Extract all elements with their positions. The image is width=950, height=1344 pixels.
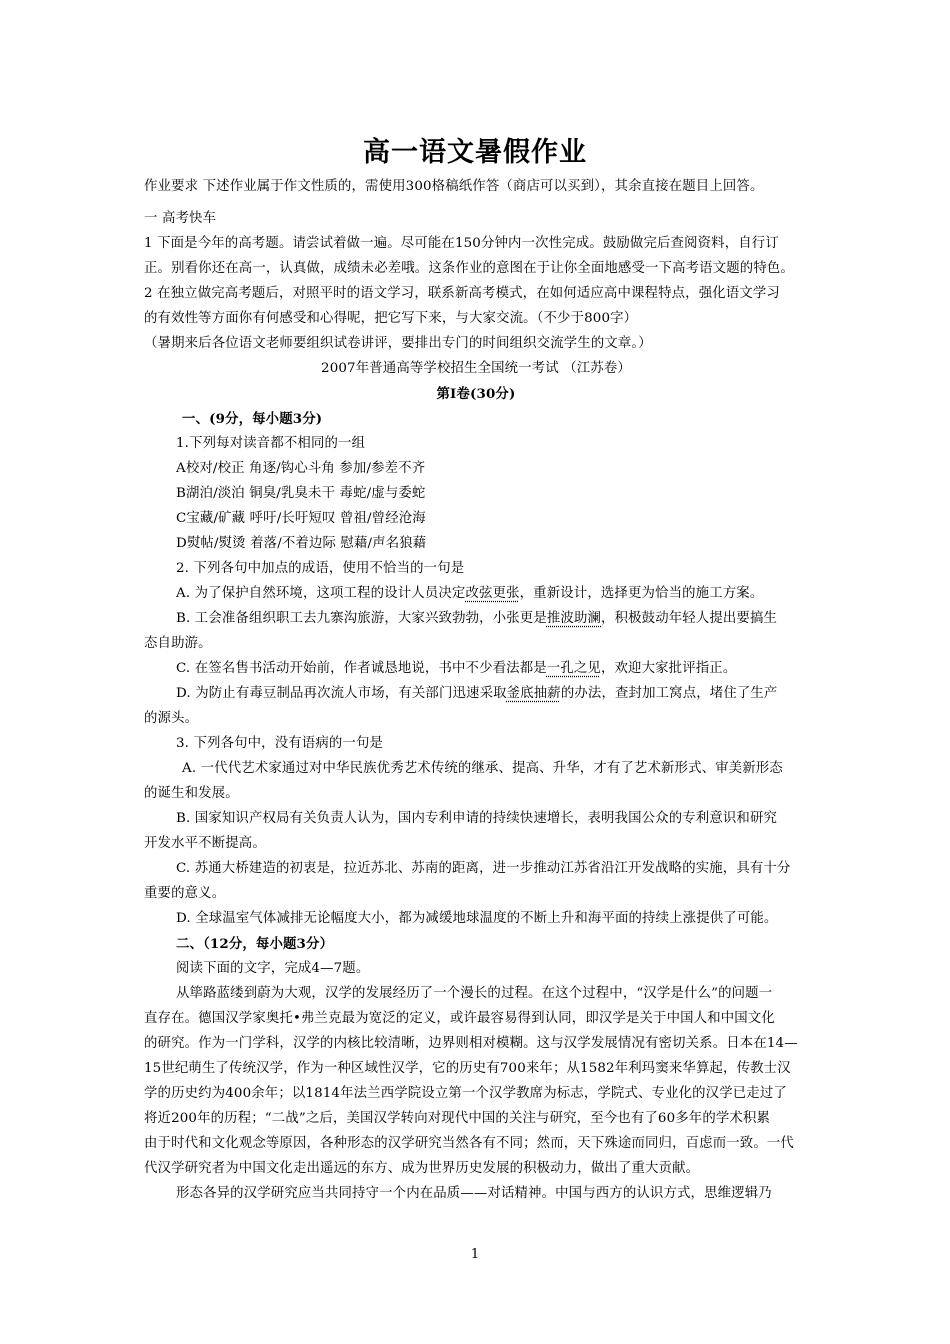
q2-option-b-cont: 态自助游。 <box>144 636 212 651</box>
q3-option-c: C. 苏通大桥建造的初衷是，拉近苏北、苏南的距离，进一步推动江苏省沿江开发战略的实施，具有十分 <box>176 861 791 876</box>
q2-option-b: B. 工会准备组织职工去九寨沟旅游，大家兴致勃勃，小张更是推波助澜，积极鼓动年轻人提出要搞生 <box>176 611 778 626</box>
passage-line: 由于时代和文化观念等原因，各种形态的汉学研究当然各有不同；然而，天下殊途而同归，百虑而一致。一代 <box>144 1136 794 1151</box>
task1-line1: 1 下面是今年的高考题。请尝试着做一遍。尽可能在150分钟内一次性完成。鼓励做完后查阅资料，自行订 <box>144 236 779 251</box>
q1-option-b: B湖泊/淡泊 铜臭/乳臭未干 毒蛇/虚与委蛇 <box>176 486 426 501</box>
task2-line1: 2 在独立做完高考题后，对照平时的语文学习，联系新高考模式，在如何适应高中课程特点，强化语文学习 <box>144 286 780 301</box>
question-2: 2. 下列各句中加点的成语，使用不恰当的一句是 <box>176 561 465 576</box>
q1-option-d: D熨帖/熨烫 着落/不着边际 慰藉/声名狼藉 <box>176 536 427 551</box>
q3-option-c-cont: 重要的意义。 <box>144 886 226 901</box>
q3-option-b: B. 国家知识产权局有关负责人认为，国内专利申请的持续快速增长，表明我国公众的专利意识和研究 <box>176 811 778 826</box>
q1-option-a: A校对/校正 角逐/钩心斗角 参加/参差不齐 <box>176 461 426 476</box>
passage-line: 直存在。德国汉学家奥托•弗兰克最为宽泛的定义，或许最容易得到认同，即汉学是关于中国人和中国文化 <box>144 1011 775 1026</box>
dotted-idiom: 改弦更张 <box>465 586 520 601</box>
passage-line: 15世纪萌生了传统汉学，作为一种区域性汉学，它的历史有700来年；从1582年利玛窦来华算起，传教士汉 <box>144 1061 791 1076</box>
page-number: 1 <box>470 1247 480 1262</box>
section-heading-one: 一 高考快车 <box>144 211 217 226</box>
section1-heading: 一、(9分，每小题3分) <box>182 411 323 427</box>
task1-line2: 正。别看你还在高一，认真做，成绩未必差哦。这条作业的意图在于让你全面地感受一下高考语文题的特色。 <box>144 261 794 276</box>
q3-option-a-cont: 的诞生和发展。 <box>144 786 239 801</box>
passage-line: 代汉学研究者为中国文化走出遥远的东方、成为世界历史发展的积极动力，做出了重大贡献。 <box>144 1161 700 1176</box>
question-3: 3. 下列各句中，没有语病的一句是 <box>176 736 384 751</box>
q3-option-d: D. 全球温室气体减排无论幅度大小，都为减缓地球温度的不断上升和海平面的持续上涨提供了可能。 <box>176 911 778 926</box>
q3-option-b-cont: 开发水平不断提高。 <box>144 836 266 851</box>
q2-option-d-cont: 的源头。 <box>144 711 199 726</box>
dotted-idiom: 一孔之见 <box>546 661 601 676</box>
passage-line: 学的历史约为400余年；以1814年法兰西学院设立第一个汉学教席为标志，学院式、专业化的汉学已走过了 <box>144 1086 787 1101</box>
exam-title: 2007年普通高等学校招生全国统一考试 （江苏卷） <box>321 361 631 376</box>
q3-option-a: A. 一代代艺术家通过对中华民族优秀艺术传统的继承、提高、升华，才有了艺术新形式、审美新形态 <box>182 761 783 776</box>
homework-requirement: 作业要求 下述作业属于作文性质的，需使用300格稿纸作答（商店可以买到），其余直接在题目上回答。 <box>144 179 764 194</box>
dotted-idiom: 釜底抽薪 <box>506 686 561 701</box>
passage-line: 从筚路蓝缕到蔚为大观，汉学的发展经历了一个漫长的过程。在这个过程中，“汉学是什么”的问题一 <box>176 986 773 1001</box>
section2-heading: 二、（12分，每小题3分） <box>176 936 334 952</box>
task2-line2: 的有效性等方面你有何感受和心得呢，把它写下来，与大家交流。（不少于800字） <box>144 311 638 326</box>
passage-line: 将近200年的历程；“二战”之后，美国汉学转向对现代中国的关注与研究，至今也有了60多年的学术积累 <box>144 1111 771 1126</box>
q2-option-a: A. 为了保护自然环境，这项工程的设计人员决定改弦更张，重新设计，选择更为恰当的施工方案。 <box>176 586 764 601</box>
passage-line: 形态各异的汉学研究应当共同持守一个内在品质——对话精神。中国与西方的认识方式，思维逻辑乃 <box>176 1186 772 1201</box>
page-title: 高一语文暑假作业 <box>363 137 587 168</box>
q1-option-c: C宝藏/矿藏 呼吁/长吁短叹 曾祖/曾经沧海 <box>176 511 426 526</box>
teacher-note: （暑期来后各位语文老师要组织试卷讲评，要排出专门的时间组织交流学生的文章。） <box>144 336 652 351</box>
question-1: 1.下列每对读音都不相同的一组 <box>176 436 366 451</box>
reading-intro: 阅读下面的文字，完成4—7题。 <box>176 961 370 976</box>
part-title: 第Ⅰ卷(30分) <box>436 386 516 402</box>
q2-option-d: D. 为防止有毒豆制品再次流人市场，有关部门迅速采取釜底抽薪的办法，查封加工窝点，堵住了生产 <box>176 686 778 701</box>
passage-line: 的研究。作为一门学科，汉学的内核比较清晰，边界则相对模糊。这与汉学发展情况有密切关系。日本在14— <box>144 1036 798 1051</box>
dotted-idiom: 推波助澜 <box>546 611 602 626</box>
q2-option-c: C. 在签名售书活动开始前，作者诚恳地说，书中不少看法都是一孔之见，欢迎大家批评指正。 <box>176 661 737 676</box>
